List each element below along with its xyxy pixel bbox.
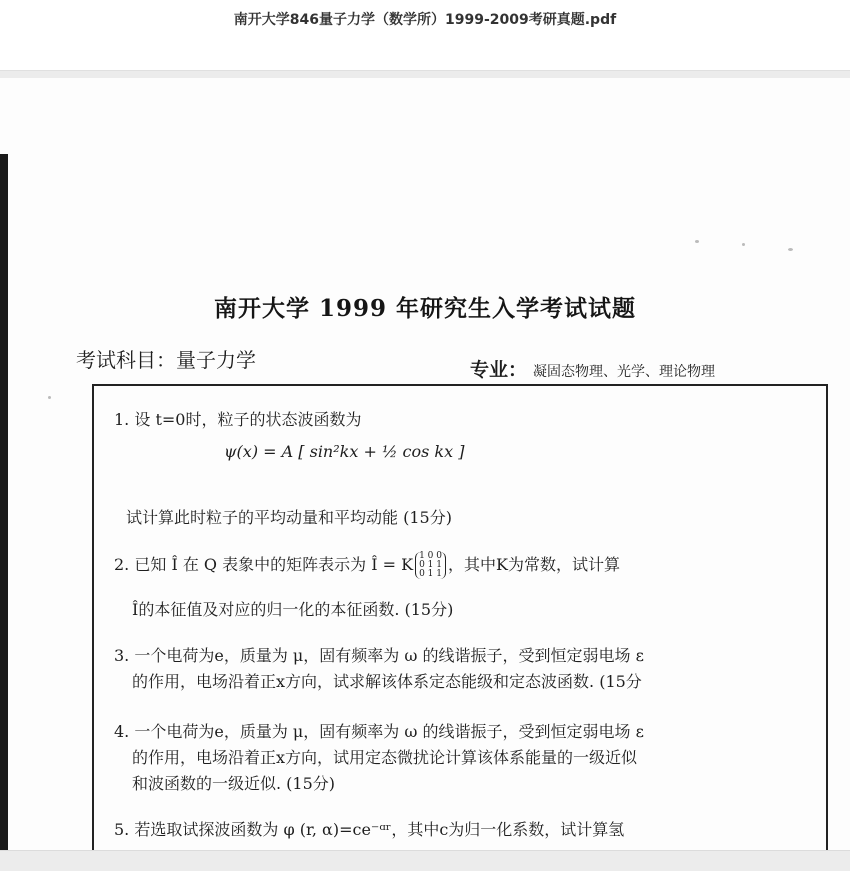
matrix-row: 0 1 1 bbox=[419, 569, 442, 579]
question-5-line1: 5. 若选取试探波函数为 φ (r, α)=ce⁻ᵅʳ，其中c为归一化系数，试计算氢 bbox=[114, 820, 625, 839]
question-1-formula: ψ(x) = A [ sin²kx + ½ cos kx ] bbox=[224, 442, 465, 461]
question-2-lead-a: 2. 已知 Î 在 Q 表象中的矩阵表示为 Î = K bbox=[114, 555, 414, 574]
pdf-page bbox=[0, 78, 850, 850]
pdf-viewer[interactable] bbox=[0, 78, 850, 850]
bottom-scroll-strip bbox=[0, 850, 850, 871]
question-1-tail: 试计算此时粒子的平均动量和平均动能 (15分) bbox=[126, 508, 452, 527]
major-value: 凝固态物理、光学、理论物理 bbox=[533, 364, 716, 380]
scan-speck bbox=[788, 248, 793, 251]
question-3-line2: 的作用，电场沿着正x方向，试求解该体系定态能级和定态波函数. (15分 bbox=[132, 672, 642, 691]
matrix-row: 0 1 1 bbox=[419, 560, 442, 570]
question-2-lead-b: ，其中K为常数，试计算 bbox=[447, 555, 620, 574]
file-title: 南开大学846量子力学（数学所）1999-2009考研真题.pdf bbox=[233, 12, 617, 28]
scan-page-edge bbox=[0, 154, 8, 850]
exam-major bbox=[470, 355, 715, 382]
scan-speck bbox=[48, 396, 51, 399]
question-4-line2: 的作用，电场沿着正x方向，试用定态微扰论计算该体系能量的一级近似 bbox=[132, 748, 638, 767]
title-bar bbox=[0, 0, 850, 70]
question-box bbox=[92, 384, 828, 850]
question-3-line1: 3. 一个电荷为e，质量为 μ，固有频率为 ω 的线谐振子，受到恒定弱电场 ε bbox=[114, 646, 644, 665]
exam-title: 南开大学 1999 年研究生入学考试试题 bbox=[213, 295, 637, 322]
question-2-matrix bbox=[415, 552, 446, 579]
question-2-lead bbox=[114, 552, 620, 579]
scan-speck bbox=[742, 243, 745, 246]
question-4-line3: 和波函数的一级近似. (15分) bbox=[132, 774, 336, 793]
matrix-row: 1 0 0 bbox=[419, 551, 442, 561]
question-4-line1: 4. 一个电荷为e，质量为 μ，固有频率为 ω 的线谐振子，受到恒定弱电场 ε bbox=[114, 722, 644, 741]
scan-speck bbox=[695, 240, 699, 243]
major-label: 专业： bbox=[470, 359, 528, 381]
exam-subject: 考试科目：量子力学 bbox=[76, 348, 256, 372]
question-1-lead: 1. 设 t=0时，粒子的状态波函数为 bbox=[114, 410, 362, 429]
question-2-tail: Î的本征值及对应的归一化的本征函数. (15分) bbox=[132, 600, 454, 619]
